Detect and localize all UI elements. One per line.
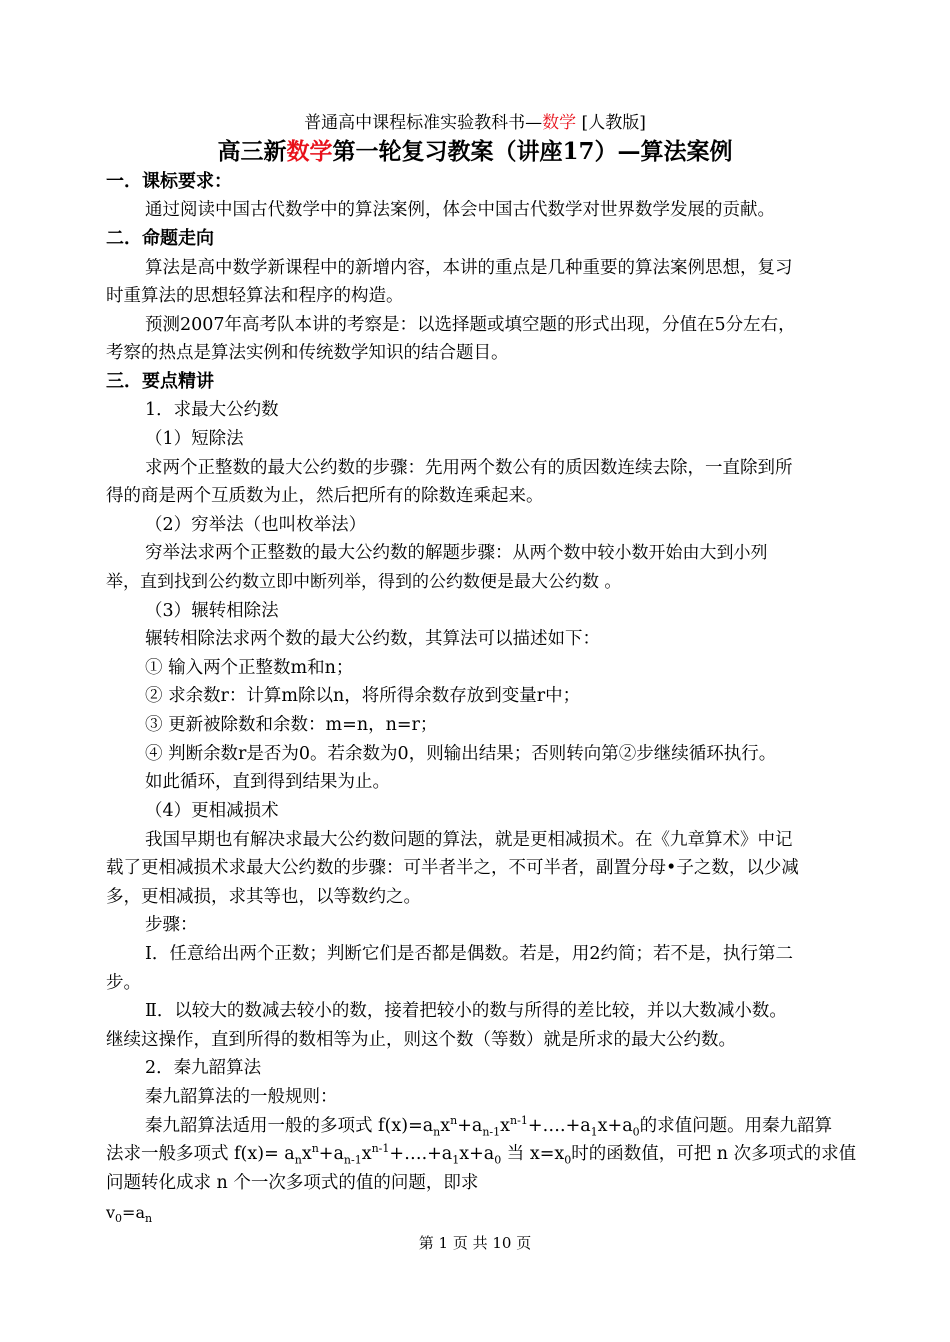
list-item: 2．秦九韶算法 <box>145 1058 262 1078</box>
paragraph: 考察的热点是算法实例和传统数学知识的结合题目。 <box>106 343 509 363</box>
paragraph: 时重算法的思想轻算法和程序的构造。 <box>106 286 404 306</box>
step-item: 继续这操作，直到所得的数相等为止，则这个数（等数）就是所求的最大公约数。 <box>106 1030 736 1050</box>
method-heading: （4）更相减损术 <box>145 801 279 821</box>
paragraph: 预测2007年高考队本讲的考察是：以选择题或填空题的形式出现，分值在5分左右， <box>145 315 796 335</box>
paragraph: 辗转相除法求两个数的最大公约数，其算法可以描述如下： <box>145 629 600 649</box>
step-item: Ⅰ．任意给出两个正数；判断它们是否都是偶数。若是，用2约简；若不是，执行第二 <box>145 944 794 964</box>
step-item: ③ 更新被除数和余数：m=n，n=r； <box>145 715 438 735</box>
document-subtitle: 普通高中课程标准实验教科书—数学 [人教版] <box>304 113 646 133</box>
paragraph: 举，直到找到公约数立即中断列举，得到的公约数便是最大公约数 。 <box>106 572 622 592</box>
paragraph: 步骤： <box>145 915 198 935</box>
method-heading: （3）辗转相除法 <box>145 601 279 621</box>
method-heading: （1）短除法 <box>145 429 244 449</box>
formula-line: $v_0=a_n$ <box>106 1203 153 1226</box>
paragraph: 得的商是两个互质数为止，然后把所有的除数连乘起来。 <box>106 486 544 506</box>
document-title: 高三新数学第一轮复习教案（讲座17）—算法案例 <box>217 138 733 165</box>
paragraph: 我国早期也有解决求最大公约数问题的算法，就是更相减损术。在《九章算术》中记 <box>145 830 793 850</box>
paragraph: 秦九韶算法的一般规则： <box>145 1087 338 1107</box>
step-item: Ⅱ．以较大的数减去较小的数，接着把较小的数与所得的差比较，并以大数减小数。 <box>145 1001 787 1021</box>
section-heading-3: 三．要点精讲 <box>106 371 214 392</box>
step-item: ② 求余数r：计算m除以n，将所得余数存放到变量r中； <box>145 686 581 706</box>
step-item: ④ 判断余数r是否为0。若余数为0，则输出结果；否则转向第②步继续循环执行。 <box>145 744 777 764</box>
formula-line: 秦九韶算法适用一般的多项式 $f(x)=a_nx^n+a_{n-1}x^{n-1}+\dots.+a_1x+a_0$的求值问题。用秦九韶算 <box>145 1114 833 1139</box>
paragraph: 通过阅读中国古代数学中的算法案例，体会中国古代数学对世界数学发展的贡献。 <box>145 200 775 220</box>
formula-line: 法求一般多项式 $f(x)= a_nx^n+a_{n-1}x^{n-1}+\dots.+a_1x+a_0$ 当 $x=x_0$时的函数值，可把 n 次多项式的求值 <box>106 1142 857 1167</box>
step-item: 如此循环，直到得到结果为止。 <box>145 772 390 792</box>
section-heading-2: 二．命题走向 <box>106 228 214 249</box>
paragraph: 问题转化成求 n 个一次多项式的值的问题，即求 <box>106 1173 479 1193</box>
paragraph: 求两个正整数的最大公约数的步骤：先用两个数公有的质因数连续去除，一直除到所 <box>145 458 793 478</box>
paragraph: 载了更相减损术求最大公约数的步骤：可半者半之，不可半者，副置分母•子之数，以少减 <box>106 858 799 878</box>
paragraph: 多，更相减损，求其等也，以等数约之。 <box>106 887 421 907</box>
paragraph: 算法是高中数学新课程中的新增内容，本讲的重点是几种重要的算法案例思想，复习 <box>145 258 793 278</box>
list-item: 1．求最大公约数 <box>145 400 279 420</box>
page-footer: 第 1 页 共 10 页 <box>418 1234 532 1252</box>
step-item: ① 输入两个正整数m和n； <box>145 658 354 678</box>
method-heading: （2）穷举法（也叫枚举法） <box>145 515 367 535</box>
step-item: 步。 <box>106 973 141 993</box>
section-heading-1: 一．课标要求： <box>106 171 232 192</box>
paragraph: 穷举法求两个正整数的最大公约数的解题步骤：从两个数中较小数开始由大到小列 <box>145 543 768 563</box>
